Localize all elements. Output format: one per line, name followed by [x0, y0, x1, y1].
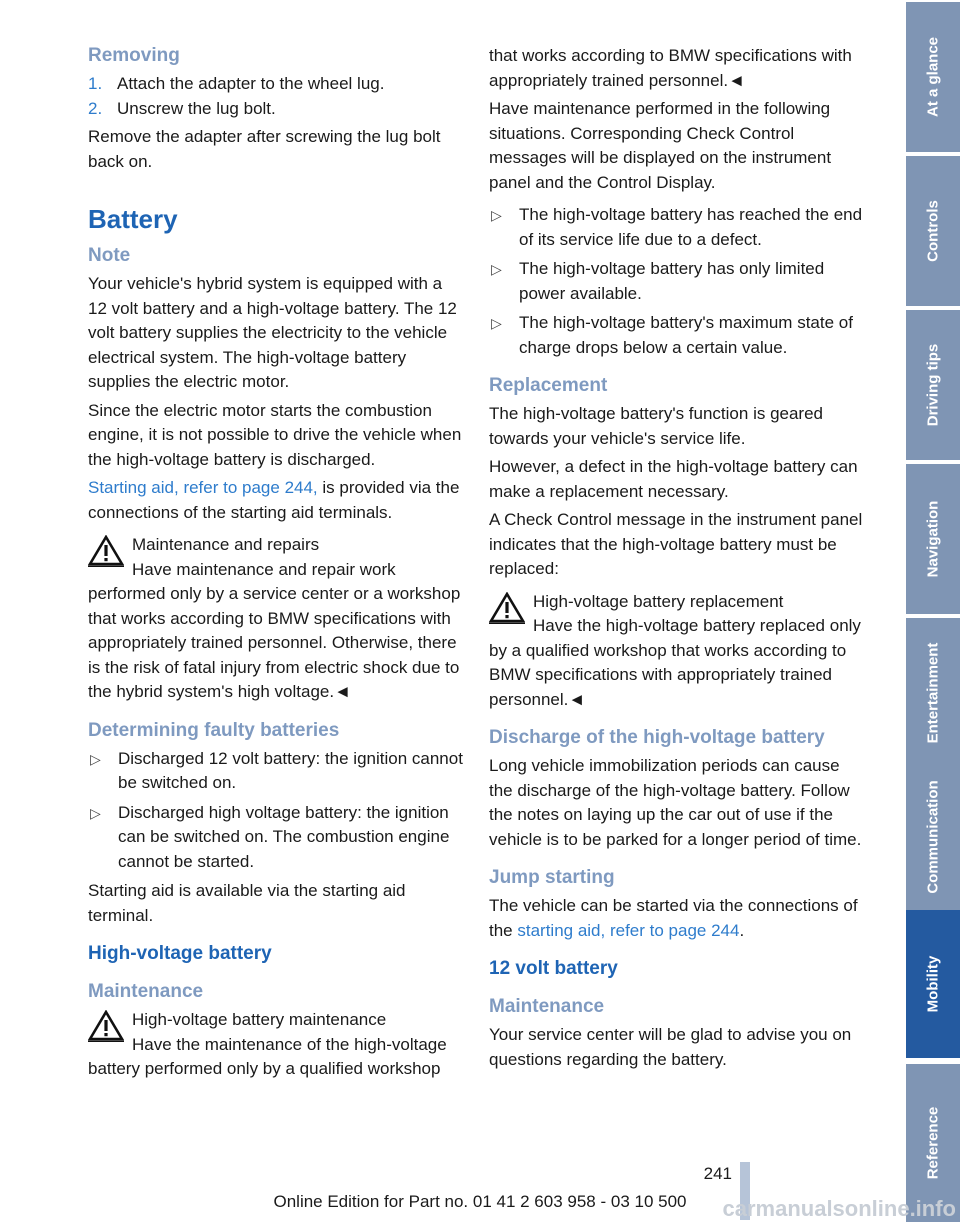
starting-aid-link[interactable]: Starting aid, refer to page 244,	[88, 478, 318, 497]
warning-icon	[489, 592, 525, 624]
faulty-after: Starting aid is available via the starting aid terminal.	[88, 881, 406, 925]
removing-steps	[88, 72, 464, 121]
discharge-heading: Discharge of the high-voltage battery	[489, 727, 825, 748]
note-paragraph-3-rest: is provided via the connections of the starting aid terminals.	[88, 478, 460, 522]
tab-communication[interactable]: Communication	[906, 762, 960, 912]
jump-starting-heading: Jump starting	[489, 867, 615, 888]
replacement-paragraph-1: The high-voltage battery's function is geared towards your vehicle's service life.	[489, 404, 823, 448]
step-text: Unscrew the lug bolt.	[117, 98, 276, 118]
tab-navigation[interactable]: Navigation	[906, 464, 960, 614]
replacement-paragraph-2: However, a defect in the high-voltage battery can make a replacement necessary.	[489, 457, 858, 501]
warning-body: Have the maintenance of the high-voltage battery performed only by a qualified workshop	[88, 1034, 447, 1078]
removing-heading: Removing	[88, 45, 180, 66]
watermark: carmanualsonline.info	[722, 1196, 956, 1221]
step-text: Attach the adapter to the wheel lug.	[117, 74, 385, 93]
warning-title: High-voltage battery replacement	[533, 591, 784, 611]
bullet-triangle-icon: ▷	[491, 315, 502, 331]
note-paragraph-1: Your vehicle's hybrid system is equipped with a 12 volt battery and a high-voltage battery. The 12 volt battery supplies the electricity to the vehicle electrical system. The high-voltage battery supplies the electric motor.	[88, 274, 457, 391]
left-column	[88, 44, 464, 1086]
list-item-text: The high-voltage battery has only limited power available.	[519, 259, 825, 303]
faulty-batteries-heading: Determining faulty batteries	[88, 719, 340, 741]
right-column	[489, 44, 865, 1076]
step-number: 2.	[88, 98, 103, 118]
note-paragraph-3	[88, 476, 464, 525]
maintenance-12v-paragraph: Your service center will be glad to advise you on questions regarding the battery.	[489, 1025, 852, 1069]
removing-after: Remove the adapter after screwing the lug bolt back on.	[88, 127, 441, 171]
list-item-text: Discharged 12 volt battery: the ignition cannot be switched on.	[118, 748, 463, 792]
jump-text-pre: The vehicle can be started via the connections of the	[489, 896, 858, 940]
situations-paragraph: Have maintenance performed in the following situations. Corresponding Check Control messages will be displayed on the instrument panel and the Control Display.	[489, 99, 832, 192]
list-item	[88, 97, 464, 122]
list-item	[88, 747, 464, 796]
warning-icon	[88, 1010, 124, 1042]
page-number: 241	[703, 1164, 732, 1183]
list-item	[88, 801, 464, 875]
jump-text-post: .	[739, 920, 745, 940]
note-heading: Note	[88, 245, 131, 266]
jump-starting-paragraph	[489, 894, 865, 943]
list-item	[489, 311, 865, 360]
warning-icon	[88, 535, 124, 567]
warning-continuation: that works according to BMW specifications with appropriately trained personnel.◄	[489, 46, 852, 90]
warning-body: Have the high-voltage battery replaced only by a qualified workshop that works according to BMW specifications with appropriately trained personnel.◄	[489, 616, 861, 709]
battery-title: Battery	[88, 204, 178, 234]
maintenance-heading: Maintenance	[88, 981, 204, 1002]
tab-controls[interactable]: Controls	[906, 156, 960, 306]
discharge-paragraph: Long vehicle immobilization periods can cause the discharge of the high-voltage battery. Follow the notes on laying up the car out of use if the vehicle is to be parked for a longer period of time.	[489, 756, 862, 849]
list-item	[88, 72, 464, 97]
warning-body: Have maintenance and repair work performed only by a service center or a workshop that works according to BMW specifications with appropriately trained personnel. Otherwise, there is the risk of fatal injury from electric shock due to the hybrid system's high voltage.◄	[88, 559, 461, 701]
replacement-heading: Replacement	[489, 375, 608, 396]
tab-reference[interactable]: Reference	[906, 1064, 960, 1222]
bullet-triangle-icon: ▷	[90, 804, 101, 821]
starting-aid-link[interactable]: starting aid, refer to page 244	[517, 920, 740, 940]
footer-edition-text: Online Edition for Part no. 01 41 2 603 958 - 03 10 500	[273, 1192, 687, 1211]
list-item	[489, 203, 865, 252]
warning-title: High-voltage battery maintenance	[132, 1010, 387, 1029]
list-item-text: The high-voltage battery's maximum state of charge drops below a certain value.	[519, 313, 853, 357]
chapter-tab-bar	[903, 0, 960, 1222]
tab-entertainment[interactable]: Entertainment	[906, 618, 960, 768]
list-item-text: The high-voltage battery has reached the end of its service life due to a defect.	[519, 205, 863, 249]
bullet-triangle-icon: ▷	[90, 750, 101, 767]
list-item-text: Discharged high voltage battery: the ignition can be switched on. The combustion engine cannot be started.	[118, 802, 450, 871]
maintenance-12v-heading: Maintenance	[489, 996, 605, 1017]
bullet-triangle-icon: ▷	[491, 207, 502, 223]
tab-at-a-glance[interactable]: At a glance	[906, 2, 960, 152]
tab-mobility[interactable]: Mobility	[906, 910, 960, 1058]
high-voltage-battery-heading: High-voltage battery	[88, 943, 272, 964]
twelve-volt-battery-heading: 12 volt battery	[489, 958, 618, 979]
situations-list	[489, 203, 865, 360]
note-paragraph-2: Since the electric motor starts the combustion engine, it is not possible to drive the vehicle when the high-voltage battery is discharged.	[88, 400, 462, 469]
warning-hv-replacement	[489, 590, 865, 713]
faulty-batteries-list	[88, 747, 464, 875]
tab-driving-tips[interactable]: Driving tips	[906, 310, 960, 460]
replacement-paragraph-3: A Check Control message in the instrument panel indicates that the high-voltage battery must be replaced:	[489, 510, 863, 578]
warning-title: Maintenance and repairs	[132, 535, 320, 554]
step-number: 1.	[88, 74, 103, 93]
list-item	[489, 257, 865, 306]
bullet-triangle-icon: ▷	[491, 261, 502, 277]
warning-hv-maintenance	[88, 1008, 464, 1082]
warning-maintenance-repairs	[88, 533, 464, 705]
